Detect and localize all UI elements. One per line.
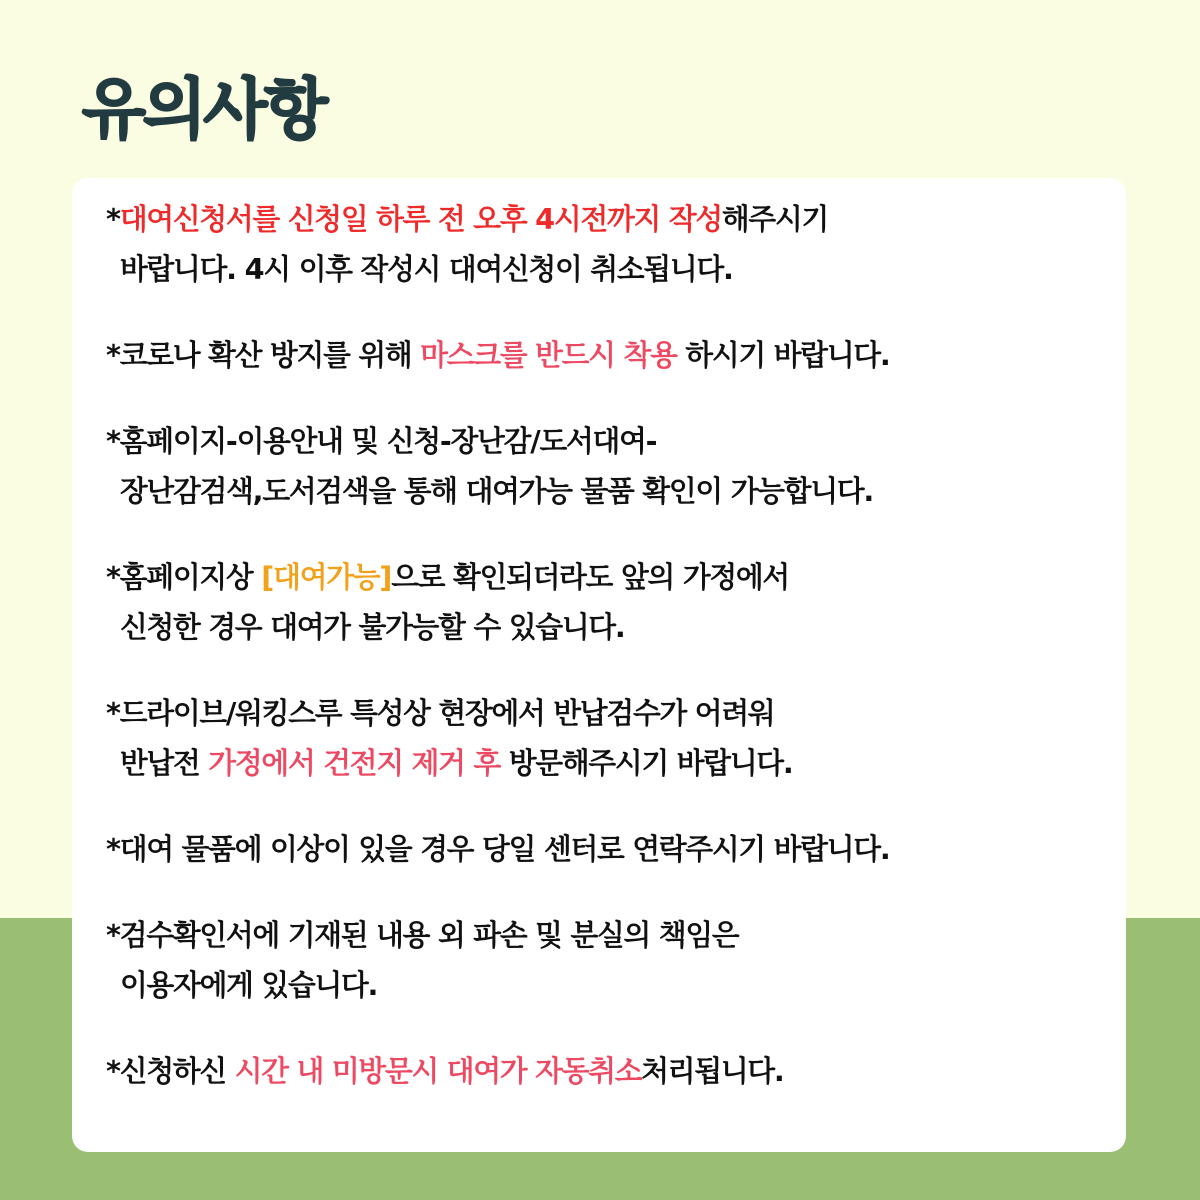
notice-text: 장난감검색,도서검색을 통해 대여가능 물품 확인이 가능합니다. xyxy=(120,474,874,508)
notice-item-defect-contact xyxy=(106,824,1116,874)
notice-card xyxy=(72,178,1126,1152)
notice-text: *신청하신 xyxy=(106,1054,235,1088)
notice-item-application-deadline xyxy=(106,194,1116,294)
notice-item-damage-responsibility xyxy=(106,910,1116,1010)
notice-item-homepage-search xyxy=(106,416,1116,516)
notice-line xyxy=(106,824,1116,874)
notice-highlight: [대여가능] xyxy=(261,560,392,594)
notice-line xyxy=(106,416,1116,466)
notice-line xyxy=(106,602,1116,652)
notice-line xyxy=(106,960,1116,1010)
notice-item-availability xyxy=(106,552,1116,652)
notice-text: 반납전 xyxy=(120,746,209,780)
notice-text: 바랍니다. 4시 이후 작성시 대여신청이 취소됩니다. xyxy=(120,252,733,286)
notice-line xyxy=(106,910,1116,960)
notice-highlight: 가정에서 건전지 제거 후 xyxy=(208,746,501,780)
notice-text: *대여 물품에 이상이 있을 경우 당일 센터로 연락주시기 바랍니다. xyxy=(106,832,890,866)
notice-text: *드라이브/워킹스루 특성상 현장에서 반납검수가 어려워 xyxy=(106,696,775,730)
notice-text: 하시기 바랍니다. xyxy=(676,338,890,372)
notice-text: 방문해주시기 바랍니다. xyxy=(500,746,793,780)
notice-text: 으로 확인되더라도 앞의 가정에서 xyxy=(391,560,789,594)
notice-item-mask xyxy=(106,330,1116,380)
notice-highlight: 대여신청서를 신청일 하루 전 오후 4시전까지 작성 xyxy=(119,202,722,236)
notice-text: 신청한 경우 대여가 불가능할 수 있습니다. xyxy=(120,610,625,644)
notice-line xyxy=(106,738,1116,788)
notice-text: 해주시기 xyxy=(721,202,828,236)
notice-text: 이용자에게 있습니다. xyxy=(120,968,378,1002)
notice-line xyxy=(106,194,1116,244)
page-title: 유의사항 xyxy=(82,71,326,148)
notice-line xyxy=(106,330,1116,380)
notice-item-auto-cancel xyxy=(106,1046,1116,1096)
notice-highlight: 시간 내 미방문시 대여가 자동취소 xyxy=(234,1054,642,1088)
notice-line xyxy=(106,552,1116,602)
notice-text: *검수확인서에 기재된 내용 외 파손 및 분실의 책임은 xyxy=(106,918,739,952)
notice-list xyxy=(106,194,1116,1096)
notice-text: *홈페이지상 xyxy=(106,560,262,594)
notice-text: * xyxy=(106,202,120,236)
notice-line xyxy=(106,1046,1116,1096)
notice-line xyxy=(106,466,1116,516)
notice-line xyxy=(106,688,1116,738)
notice-text: *홈페이지-이용안내 및 신청-장난감/도서대여- xyxy=(106,424,657,458)
notice-text: *코로나 확산 방지를 위해 xyxy=(106,338,421,372)
notice-line xyxy=(106,244,1116,294)
notice-item-battery-removal xyxy=(106,688,1116,788)
notice-text: 처리됩니다. xyxy=(641,1054,784,1088)
notice-highlight: 마스크를 반드시 착용 xyxy=(420,338,677,372)
